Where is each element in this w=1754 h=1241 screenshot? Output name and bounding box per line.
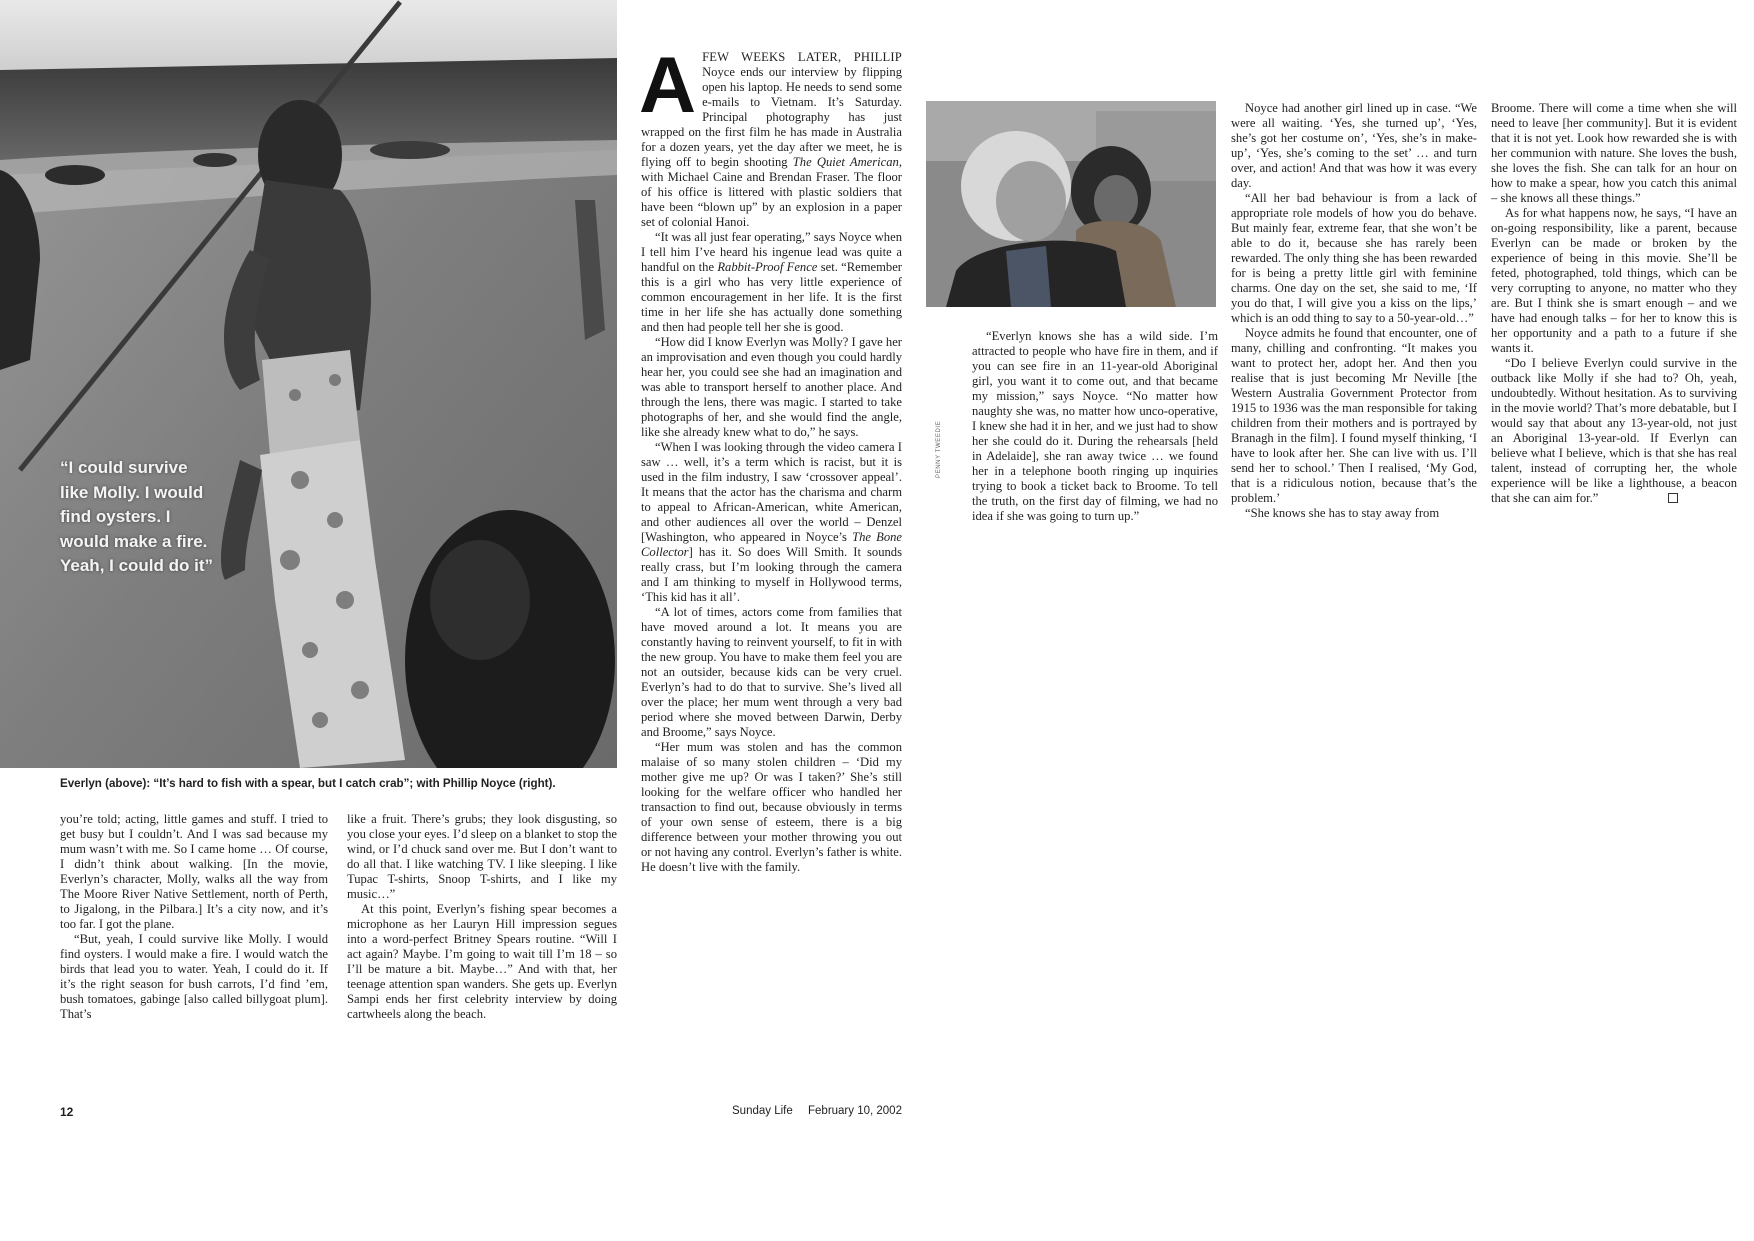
drop-cap: A [639,40,697,129]
beach-photo-illustration [0,0,617,768]
paragraph: “But, yeah, I could survive like Molly. I would find oysters. I would make a fire. I would watch the birds that lead you to water. Yeah, I could do it. If it’s the right season for bush carrots, I’d find ’em, bush tomatoes, gabinge [also called billygoat plum]. That’s [60,932,328,1021]
column-c [639,40,902,875]
paragraph: “How did I know Everlyn was Molly? I gave her an improvisation and even though you could hardly hear her, you could see she had an imagination and was able to transport herself to another place. And through the lens, there was magic. I started to take photographs of her, and she would find the angle, like she already knew what to do,” he says. [641,335,902,439]
publication-name: Sunday Life [732,1105,793,1117]
film-title: The Bone Collector [641,530,902,559]
pull-quote: “I could survive like Molly. I would find oysters. I would make a fire. Yeah, I could do it” [60,458,214,576]
paragraph: As for what happens now, he says, “I have an on-going responsibility, like a parent, because Everlyn can be made or broken by the experience of being in this movie. She’ll be feted, photographed, told things, which can be very corrupting to anyone, no matter who they are. But I think she is smart enough – and we have had enough talks – for her to know this is her opportunity and a path to a future if she wants it. [1491,206,1737,355]
paragraph: “All her bad behaviour is from a lack of appropriate role models of how you do behave. But mainly fear, extreme fear, that she won’t be able to do it, because she has rarely been rewarded. The only thing she has been rewarded for is being a pretty little girl with feminine charms. One day on the set, she said to me, ‘If you do that, I will give you a kiss on the lips,’ which is an odd thing to say to a 50-year-old…” [1231,191,1477,325]
paragraph: “It was all just fear operating,” says Noyce when I tell him I’ve heard his ingenue lead was quite a handful on the Rabbit-Proof Fence set. “Remember this is a girl who has very little experience of common encouragement in her life. It is the first time in her life she has actually done something and then had people tell her she is good. [641,230,902,334]
paragraph: Noyce admits he found that encounter, one of many, chilling and confronting. “It makes you want to protect her, adopt her. And then you realise that is just becoming Mr Neville [the Western Australia Government Protector from 1915 to 1936 was the man responsible for taking children from their mothers and is portrayed by Branagh in the film]. I found myself thinking, ‘I have to look after her. She can live with us. I’ll send her to school.’ Then I realised, ‘My God, that is a ridiculous notion, because that’s the problem.’ [1231,326,1477,505]
lead-caps: FEW WEEKS LATER, PHILLIP [702,50,902,64]
paragraph: At this point, Everlyn’s fishing spear becomes a microphone as her Lauryn Hill impression segues into a word-perfect Britney Spears routine. “Will I act again? Maybe. I’m going to wait till I’m 18 – so I’ll be mature a bit. Maybe…” And with that, her teenage attention span wanders. She gets up. Everlyn Sampi ends her first celebrity interview by doing cartwheels along the beach. [347,902,617,1021]
paragraph: you’re told; acting, little games and stuff. I tried to get busy but I couldn’t. And I was sad because my mum wasn’t with me. So I came home … Of course, I didn’t think about walking. [In the movie, Everlyn’s character, Molly, walks all the way from The Moore River Native Settlement, north of Perth, to Jigalong, in the Pilbara.] It’s a city now, and it’s too far. I got the plane. [60,812,328,931]
page-number: 12 [60,1105,74,1119]
column-e [1231,101,1477,521]
photo-noyce-everlyn [926,101,1216,307]
column-a [60,812,328,1022]
noyce-photo-illustration [926,101,1216,307]
photo-caption: Everlyn (above): “It’s hard to fish with a spear, but I catch crab”; with Phillip Noyce (right). [60,777,556,790]
paragraph: “Her mum was stolen and has the common malaise of so many stolen children – ‘Did my mother give me up? Or was I taken?’ She’s still looking for the welfare officer who handled her transaction to find out, because obviously in terms of your own sense of esteem, there is a big difference between your mother throwing you out or not having any control. Everlyn’s father is white. He doesn’t live with the family. [641,740,902,874]
lead-paragraph: AFEW WEEKS LATER, PHILLIP Noyce ends our interview by flipping open his laptop. He needs to send some e-mails to Vietnam. It’s Saturday. Principal photography has just wrapped on the first film he has made in Australia for a dozen years, yet the day after we meet, he is flying off to begin shooting The Quiet American, with Michael Caine and Brendan Fraser. The floor of his office is littered with plastic soldiers that have been “blown up” by an explosion in a paper set of colonial Hanoi. [639,40,902,229]
column-d [972,329,1218,524]
paragraph: “Do I believe Everlyn could survive in the outback like Molly if she had to? Oh, yeah, undoubtedly. Without hesitation. As to surviving in the movie world? That’s more debatable, but I would say that about any 13-year-old, not just an Aboriginal 13-year-old. If Everlyn can believe what I believe, which is that she has real talent, instead of corrupting her, the whole experience will be like a lighthouse, a beacon that she can aim for.” [1491,356,1737,505]
paragraph: Noyce had another girl lined up in case. “We were all waiting. ‘Yes, she turned up’, ‘Yes, she’s got her costume on’, ‘Yes, she’s in make-up’, ‘Yes, she’s coming to the set’ … and turn over, and action! And that was how it was every day. [1231,101,1477,190]
film-title: Rabbit-Proof Fence [717,260,818,274]
column-f [1491,101,1737,506]
end-mark-icon [1668,493,1678,503]
photo-everlyn-beach [0,0,617,768]
paragraph: “She knows she has to stay away from [1245,506,1440,520]
issue-date: February 10, 2002 [808,1105,902,1117]
paragraph: Broome. There will come a time when she will need to leave [her community]. But it is evident that it is not yet. Look how rewarded she is with her communion with nature. She loves the bush, she loves the fish. She can talk for an hour on how to make a spear, how you catch this animal – she knows all these things.” [1491,101,1737,205]
photo-credit: PENNY TWEEDIE [936,420,942,478]
paragraph: “A lot of times, actors come from families that have moved around a lot. It means you are constantly having to reinvent yourself, to fit in with the new group. You have to make them feel you are not an outsider, because kids can be very cruel. Everlyn’s had to do that to survive. She’s lived all over the place; her mum went through a very bad period where she moved between Darwin, Derby and Broome,” says Noyce. [641,605,902,739]
column-b [347,812,617,1022]
film-title: The Quiet American [792,155,899,169]
paragraph: “Everlyn knows she has a wild side. I’m attracted to people who have fire in them, and if you can see fire in an 11-year-old Aboriginal girl, you want it to come out, and that became my mission,” says Noyce. “No matter how naughty she was, no matter how unco-operative, I knew she had it in her, and we just had to show her she could do it. During the rehearsals [held in Adelaide], she ran away twice … we found her in a telephone booth ringing up inquiries trying to book a ticket back to Broome. To tell the truth, on the first day of filming, we had no idea if she was going to turn up.” [972,329,1218,523]
paragraph: “When I was looking through the video camera I saw … well, it’s a term which is racist, but it is used in the film industry, I saw ‘crossover appeal’. It means that the actor has the charisma and charm to appeal to African-American, white American, and other audiences all over the world – Denzel [Washington, who appeared in Noyce’s The Bone Collector] has it. So does Will Smith. It sounds really crass, but I’m looking through the camera and I am thinking to myself in Hollywood terms, ‘This kid has it all’. [641,440,902,604]
paragraph: like a fruit. There’s grubs; they look disgusting, so you close your eyes. I’d sleep on a blanket to stop the wind, or I’d chuck sand over me. But I don’t want to do all that. I like watching TV. I like sleeping. I like Tupac T-shirts, Snoop T-shirts, and I like my music…” [347,812,617,901]
